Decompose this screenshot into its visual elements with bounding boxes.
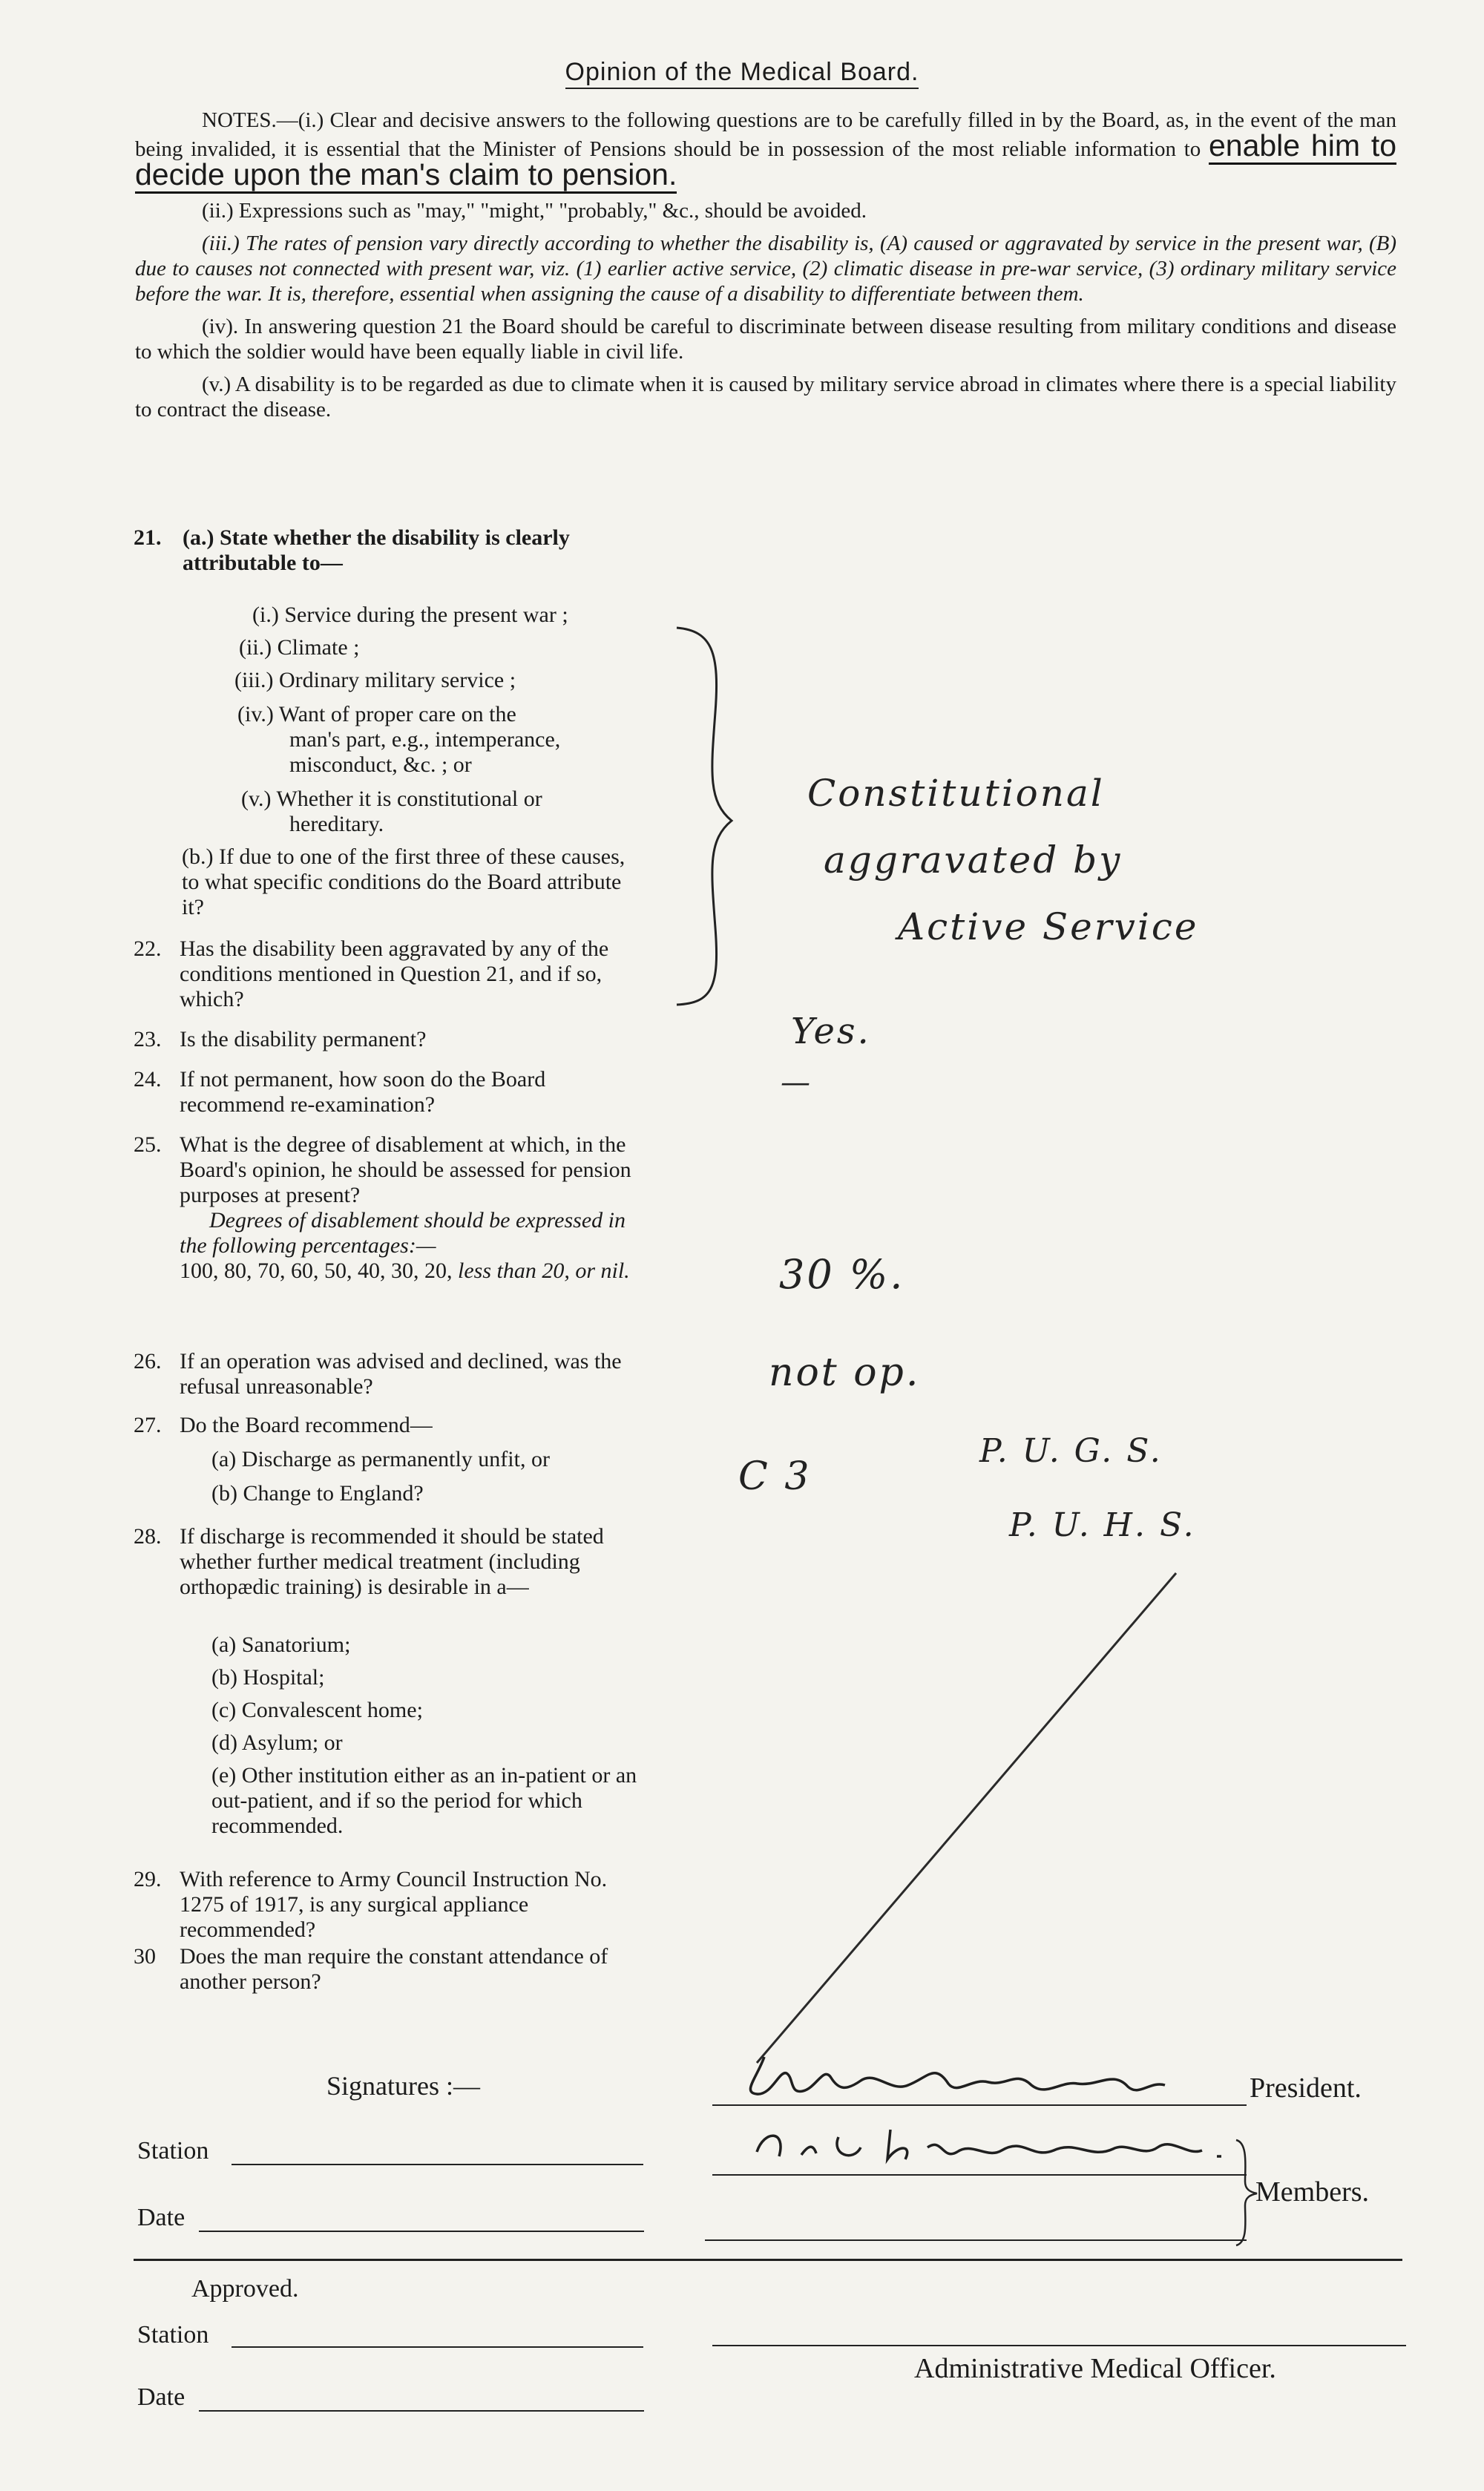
- question-number: 22.: [134, 936, 162, 961]
- question-25-text: What is the degree of disablement at which, in the Board's opinion, he should be assessed for pension purposes at present?: [180, 1132, 631, 1207]
- president-label: President.: [1250, 2072, 1362, 2104]
- answer-26: not op.: [769, 1350, 921, 1395]
- question-30: [134, 1944, 646, 1995]
- date-line[interactable]: [199, 2231, 644, 2232]
- date-label: Date: [137, 2204, 186, 2231]
- brace-icon: [668, 623, 735, 1009]
- question-number: 25.: [134, 1132, 162, 1157]
- amo-label: Administrative Medical Officer.: [914, 2353, 1276, 2384]
- question-number: 29.: [134, 1867, 162, 1891]
- question-25-pct: 100, 80, 70, 60, 50, 40, 30, 20,: [180, 1258, 453, 1283]
- question-27-text: Do the Board recommend—: [180, 1413, 433, 1437]
- question-28a: (a) Sanatorium;: [211, 1632, 351, 1657]
- question-26-text: If an operation was advised and declined, was the refusal unreasonable?: [180, 1349, 622, 1399]
- question-number: 23.: [134, 1027, 162, 1051]
- question-21-v: (v.) Whether it is constitutional or: [241, 787, 542, 811]
- question-25: [134, 1132, 646, 1284]
- question-24: [134, 1067, 646, 1117]
- question-25-note: Degrees of disablement should be expressed in the following percentages:—: [180, 1208, 626, 1258]
- note-5: (v.) A disability is to be regarded as due to climate when it is caused by military service abroad in climates where there is a special liability to contract the disease.: [135, 372, 1396, 421]
- note-1-emphasis: enable him to decide upon the man's claim to pension.: [135, 128, 1396, 194]
- question-number: 26.: [134, 1349, 162, 1374]
- question-number: 30: [134, 1944, 156, 1969]
- answer-27-line-2: P. U. H. S.: [1009, 1506, 1196, 1544]
- question-22: [134, 936, 646, 1012]
- date-2-label: Date: [137, 2383, 186, 2411]
- question-21-iv: (iv.) Want of proper care on the: [237, 702, 516, 726]
- president-signature: [712, 2048, 1232, 2107]
- member-line-2: [705, 2239, 1247, 2241]
- note-2: (ii.) Expressions such as "may," "might," "probably," &c., should be avoided.: [202, 199, 867, 223]
- station-2-line[interactable]: [232, 2346, 643, 2348]
- question-23-text: Is the disability permanent?: [180, 1027, 427, 1051]
- question-27a: (a) Discharge as permanently unfit, or: [211, 1447, 550, 1471]
- question-number: 24.: [134, 1067, 162, 1092]
- question-28: [134, 1524, 646, 1600]
- question-28c: (c) Convalescent home;: [211, 1698, 423, 1722]
- section-divider: [134, 2259, 1402, 2261]
- question-21-ii: (ii.) Climate ;: [239, 635, 360, 660]
- answer-25: 30 %.: [779, 1251, 905, 1298]
- strike-through-line: [742, 1566, 1187, 2070]
- answer-24: —: [781, 1066, 812, 1100]
- question-27: [134, 1413, 646, 1438]
- question-27b: (b) Change to England?: [211, 1481, 424, 1506]
- question-24-text: If not permanent, how soon do the Board recommend re-examination?: [180, 1067, 546, 1117]
- note-3: (iii.) The rates of pension vary directly according to whether the disability is, (A) caused or aggravated by service in the present war, (B) due to causes not connected with present war, viz. (1) earlier active service, (2) climatic disease in pre-war service, (3) ordinary military service before the war. It is, therefore, essential when assigning the cause of a disability to differentiate between them.: [135, 232, 1396, 306]
- question-21: [134, 525, 646, 576]
- station-label: Station: [137, 2137, 209, 2165]
- question-28-text: If discharge is recommended it should be stated whether further medical treatment (including orthopædic training) is desirable in a—: [180, 1524, 604, 1599]
- question-25-pct-tail: less than 20, or nil.: [458, 1258, 630, 1283]
- question-28b: (b) Hospital;: [211, 1665, 325, 1690]
- question-21-iii: (iii.) Ordinary military service ;: [234, 668, 516, 692]
- station-line[interactable]: [232, 2164, 643, 2165]
- question-26: [134, 1349, 646, 1399]
- answer-27-grade: C 3: [738, 1454, 812, 1499]
- amo-signature-line[interactable]: [712, 2345, 1406, 2346]
- form-title-text: Opinion of the Medical Board.: [565, 58, 919, 89]
- approved-label: Approved.: [191, 2275, 299, 2303]
- note-1-text: NOTES.—(i.) Clear and decisive answers to the following questions are to be carefully filled in by the Board, as, in the event of the man being invalided, it is essential that the Minister of Pensions should be in possession of the most reliable information to: [135, 108, 1396, 161]
- question-21a-text: (a.) State whether the disability is clearly attributable to—: [183, 525, 570, 575]
- question-28e: (e) Other institution either as an in-patient or an out-patient, and if so the period for which recommended.: [211, 1763, 637, 1838]
- date-2-line[interactable]: [199, 2410, 644, 2412]
- question-29-text: With reference to Army Council Instruction No. 1275 of 1917, is any surgical appliance recommended?: [180, 1867, 608, 1942]
- members-label: Members.: [1255, 2176, 1370, 2208]
- answer-21-line-2: aggravated by: [824, 838, 1123, 882]
- question-30-text: Does the man require the constant attendance of another person?: [180, 1944, 608, 1994]
- station-2-label: Station: [137, 2321, 209, 2349]
- question-25-percentages: [180, 1258, 646, 1284]
- question-23: [134, 1027, 646, 1052]
- question-22-text: Has the disability been aggravated by any of the conditions mentioned in Question 21, and if so, which?: [180, 936, 609, 1011]
- question-29: [134, 1867, 646, 1943]
- answer-21-line-3: Active Service: [898, 905, 1199, 948]
- president-line: [712, 2104, 1247, 2106]
- note-4: (iv). In answering question 21 the Board should be careful to discriminate between disease resulting from military conditions and disease to which the soldier would have been equally liable in civil life.: [135, 315, 1396, 364]
- notes-section: [135, 108, 1396, 430]
- form-title: [0, 58, 1484, 87]
- member-line-1: [712, 2174, 1247, 2176]
- question-21-i: (i.) Service during the present war ;: [252, 603, 568, 627]
- note-1: [135, 108, 1396, 191]
- question-21b: (b.) If due to one of the first three of these causes, to what specific conditions do the Board attribute it?: [182, 844, 626, 919]
- question-28d: (d) Asylum; or: [211, 1730, 343, 1755]
- member-signature: [742, 2115, 1247, 2174]
- answer-23: Yes.: [791, 1011, 871, 1052]
- answer-27-line-1: P. U. G. S.: [979, 1432, 1163, 1470]
- question-number: 21.: [134, 525, 162, 550]
- question-number: 27.: [134, 1413, 162, 1437]
- question-21-iv-detail: man's part, e.g., intemperance, misconduct, &c. ; or: [289, 727, 561, 777]
- signatures-heading: Signatures :—: [326, 2071, 480, 2101]
- question-21-v-detail: hereditary.: [289, 812, 384, 836]
- question-number: 28.: [134, 1524, 162, 1549]
- answer-21-line-1: Constitutional: [807, 772, 1105, 815]
